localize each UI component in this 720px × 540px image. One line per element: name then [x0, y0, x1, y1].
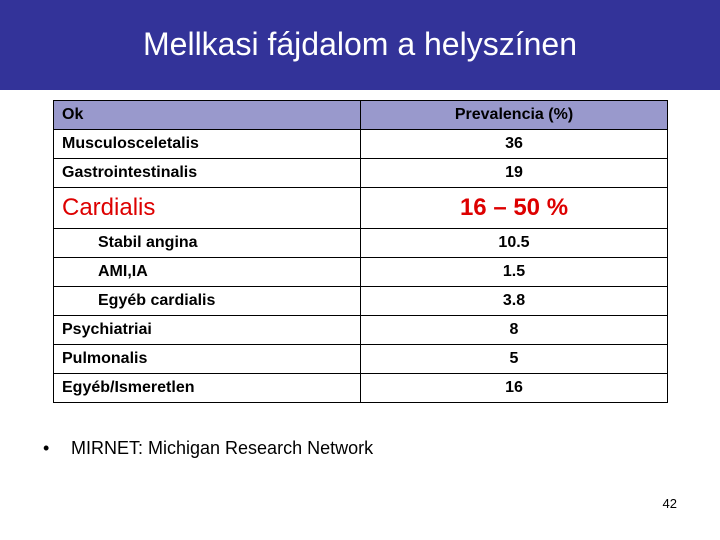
row-value: 16: [361, 374, 668, 403]
table-row: [54, 130, 668, 159]
prevalence-table: [53, 100, 668, 403]
table-subrow: [54, 287, 668, 316]
row-cause-highlighted: Cardialis: [54, 188, 361, 229]
table-subrow: [54, 229, 668, 258]
row-cause: Pulmonalis: [54, 345, 361, 374]
table-subrow: [54, 258, 668, 287]
subrow-cause: Stabil angina: [54, 229, 361, 258]
bullet-note: [43, 437, 373, 459]
header-prevalence: Prevalencia (%): [361, 101, 668, 130]
table-row-highlighted: [54, 188, 668, 229]
table-row: [54, 316, 668, 345]
title-bar: [0, 0, 720, 90]
subrow-value: 3.8: [361, 287, 668, 316]
subrow-cause: AMI,IA: [54, 258, 361, 287]
table-row: [54, 345, 668, 374]
subrow-value: 10.5: [361, 229, 668, 258]
header-cause: Ok: [54, 101, 361, 130]
table-row: [54, 159, 668, 188]
row-value: 36: [361, 130, 668, 159]
row-cause: Gastrointestinalis: [54, 159, 361, 188]
subrow-value: 1.5: [361, 258, 668, 287]
row-value: 8: [361, 316, 668, 345]
bullet-text: MIRNET: Michigan Research Network: [71, 438, 374, 458]
bullet-icon: •: [43, 438, 50, 458]
row-cause: Musculosceletalis: [54, 130, 361, 159]
row-cause: Egyéb/Ismeretlen: [54, 374, 361, 403]
slide-title: Mellkasi fájdalom a helyszínen: [143, 26, 577, 62]
page-number: 42: [662, 496, 677, 511]
table-row: [54, 374, 668, 403]
subrow-cause: Egyéb cardialis: [54, 287, 361, 316]
row-cause: Psychiatriai: [54, 316, 361, 345]
row-value: 5: [361, 345, 668, 374]
row-value-highlighted: 16 – 50 %: [361, 188, 668, 229]
row-value: 19: [361, 159, 668, 188]
table-header-row: [54, 101, 668, 130]
